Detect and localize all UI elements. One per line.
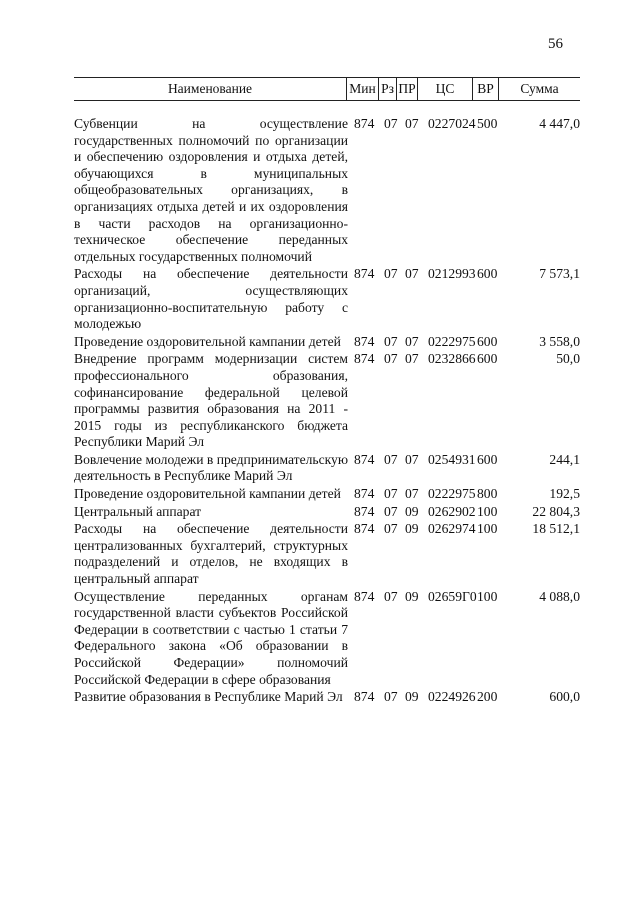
row-min: 874 bbox=[354, 588, 375, 604]
row-pr: 09 bbox=[405, 503, 419, 519]
row-pr: 07 bbox=[405, 451, 419, 467]
row-cs: 02659Г0 bbox=[428, 588, 477, 604]
table-row bbox=[74, 589, 580, 689]
row-sum: 7 573,1 bbox=[539, 266, 580, 282]
table-row bbox=[74, 452, 580, 485]
row-sum: 18 512,1 bbox=[532, 521, 580, 537]
row-sum: 50,0 bbox=[556, 351, 580, 367]
page-number: 56 bbox=[548, 36, 563, 52]
row-min: 874 bbox=[354, 689, 375, 705]
row-name: Развитие образования в Республике Марий Эл bbox=[74, 689, 343, 705]
row-name: Расходы на обеспечение деятельности централизованных бухгалтерий, структурных подразделений и отделов, не входящих в центральный аппарат bbox=[74, 521, 348, 587]
row-sum: 244,1 bbox=[549, 451, 580, 467]
row-min: 874 bbox=[354, 451, 375, 467]
row-rz: 07 bbox=[384, 116, 398, 131]
row-min: 874 bbox=[354, 116, 375, 131]
table-header bbox=[74, 77, 580, 101]
row-vr: 100 bbox=[477, 503, 498, 519]
row-pr: 07 bbox=[405, 116, 419, 131]
row-vr: 600 bbox=[477, 266, 498, 282]
row-cs: 0262974 bbox=[428, 521, 476, 537]
row-name: Осуществление переданных органам государственной власти субъектов Российской Федерации в соответствии с частью 1 статьи 7 Федерального закона «Об образовании в Российской Федерации» полномочий Российской Федерации в сфере образования bbox=[74, 588, 348, 687]
row-rz: 07 bbox=[384, 588, 398, 604]
row-pr: 07 bbox=[405, 486, 419, 502]
row-pr: 07 bbox=[405, 351, 419, 367]
row-rz: 07 bbox=[384, 486, 398, 502]
row-cs: 0227024 bbox=[428, 116, 476, 131]
row-name: Проведение оздоровительной кампании детей bbox=[74, 486, 341, 502]
row-rz: 07 bbox=[384, 333, 398, 349]
row-cs: 0254931 bbox=[428, 451, 476, 467]
row-rz: 07 bbox=[384, 451, 398, 467]
row-pr: 09 bbox=[405, 588, 419, 604]
row-cs: 0224926 bbox=[428, 689, 476, 705]
row-vr: 800 bbox=[477, 486, 498, 502]
row-sum: 4 447,0 bbox=[539, 116, 580, 131]
header-name: Наименование bbox=[167, 81, 253, 96]
row-vr: 100 bbox=[477, 521, 498, 537]
row-pr: 07 bbox=[405, 266, 419, 282]
row-cs: 0222975 bbox=[428, 333, 476, 349]
row-vr: 600 bbox=[477, 351, 498, 367]
row-cs: 0212993 bbox=[428, 266, 476, 282]
row-rz: 07 bbox=[384, 689, 398, 705]
table-body bbox=[74, 116, 580, 707]
row-name: Субвенции на осуществление государственных полномочий по организации и обеспечению оздоровления и отдыха детей, обучающихся в муниципальных общеобразовательных организациях, в организациях отдыха детей и их оздоровления в части расходов на организационно-техническое обеспечение переданных отдельных государственных полномочий bbox=[74, 116, 348, 264]
row-min: 874 bbox=[354, 486, 375, 502]
table-row bbox=[74, 116, 580, 265]
table-row bbox=[74, 266, 580, 332]
row-cs: 0232866 bbox=[428, 351, 476, 367]
row-vr: 100 bbox=[477, 588, 498, 604]
row-sum: 192,5 bbox=[549, 486, 580, 502]
row-sum: 4 088,0 bbox=[539, 588, 580, 604]
header-sum: Сумма bbox=[498, 78, 580, 100]
row-min: 874 bbox=[354, 503, 375, 519]
header-vr: ВР bbox=[472, 78, 498, 100]
row-name: Расходы на обеспечение деятельности организаций, осуществляющих организационно-воспитательную работу с молодежью bbox=[74, 266, 348, 332]
table-row bbox=[74, 689, 580, 706]
row-vr: 500 bbox=[477, 116, 498, 131]
table-row bbox=[74, 521, 580, 587]
row-min: 874 bbox=[354, 266, 375, 282]
row-vr: 200 bbox=[477, 689, 498, 705]
row-pr: 09 bbox=[405, 689, 419, 705]
row-sum: 22 804,3 bbox=[532, 503, 580, 519]
row-min: 874 bbox=[354, 351, 375, 367]
row-rz: 07 bbox=[384, 266, 398, 282]
table-row bbox=[74, 504, 580, 521]
row-name: Центральный аппарат bbox=[74, 503, 202, 519]
row-vr: 600 bbox=[477, 333, 498, 349]
row-rz: 07 bbox=[384, 351, 398, 367]
row-sum: 600,0 bbox=[549, 689, 580, 705]
row-min: 874 bbox=[354, 333, 375, 349]
row-rz: 07 bbox=[384, 503, 398, 519]
header-pr: ПР bbox=[396, 78, 417, 100]
row-cs: 0262902 bbox=[428, 503, 476, 519]
table-row bbox=[74, 486, 580, 503]
table-row bbox=[74, 334, 580, 351]
row-rz: 07 bbox=[384, 521, 398, 537]
header-rz: Рз bbox=[378, 78, 396, 100]
row-pr: 07 bbox=[405, 333, 419, 349]
row-cs: 0222975 bbox=[428, 486, 476, 502]
row-name: Внедрение программ модернизации систем профессионального образования, софинансирование федеральной целевой программы развития образования на 2011 - 2015 годы из республиканского бюджета Республики Марий Эл bbox=[74, 351, 348, 450]
row-name: Проведение оздоровительной кампании детей bbox=[74, 333, 341, 349]
row-min: 874 bbox=[354, 521, 375, 537]
row-sum: 3 558,0 bbox=[539, 333, 580, 349]
header-min: Мин bbox=[346, 78, 378, 100]
row-vr: 600 bbox=[477, 451, 498, 467]
row-name: Вовлечение молодежи в предпринимательскую деятельность в Республике Марий Эл bbox=[74, 451, 348, 484]
header-cs: ЦС bbox=[417, 78, 472, 100]
table-row bbox=[74, 351, 580, 451]
row-pr: 09 bbox=[405, 521, 419, 537]
